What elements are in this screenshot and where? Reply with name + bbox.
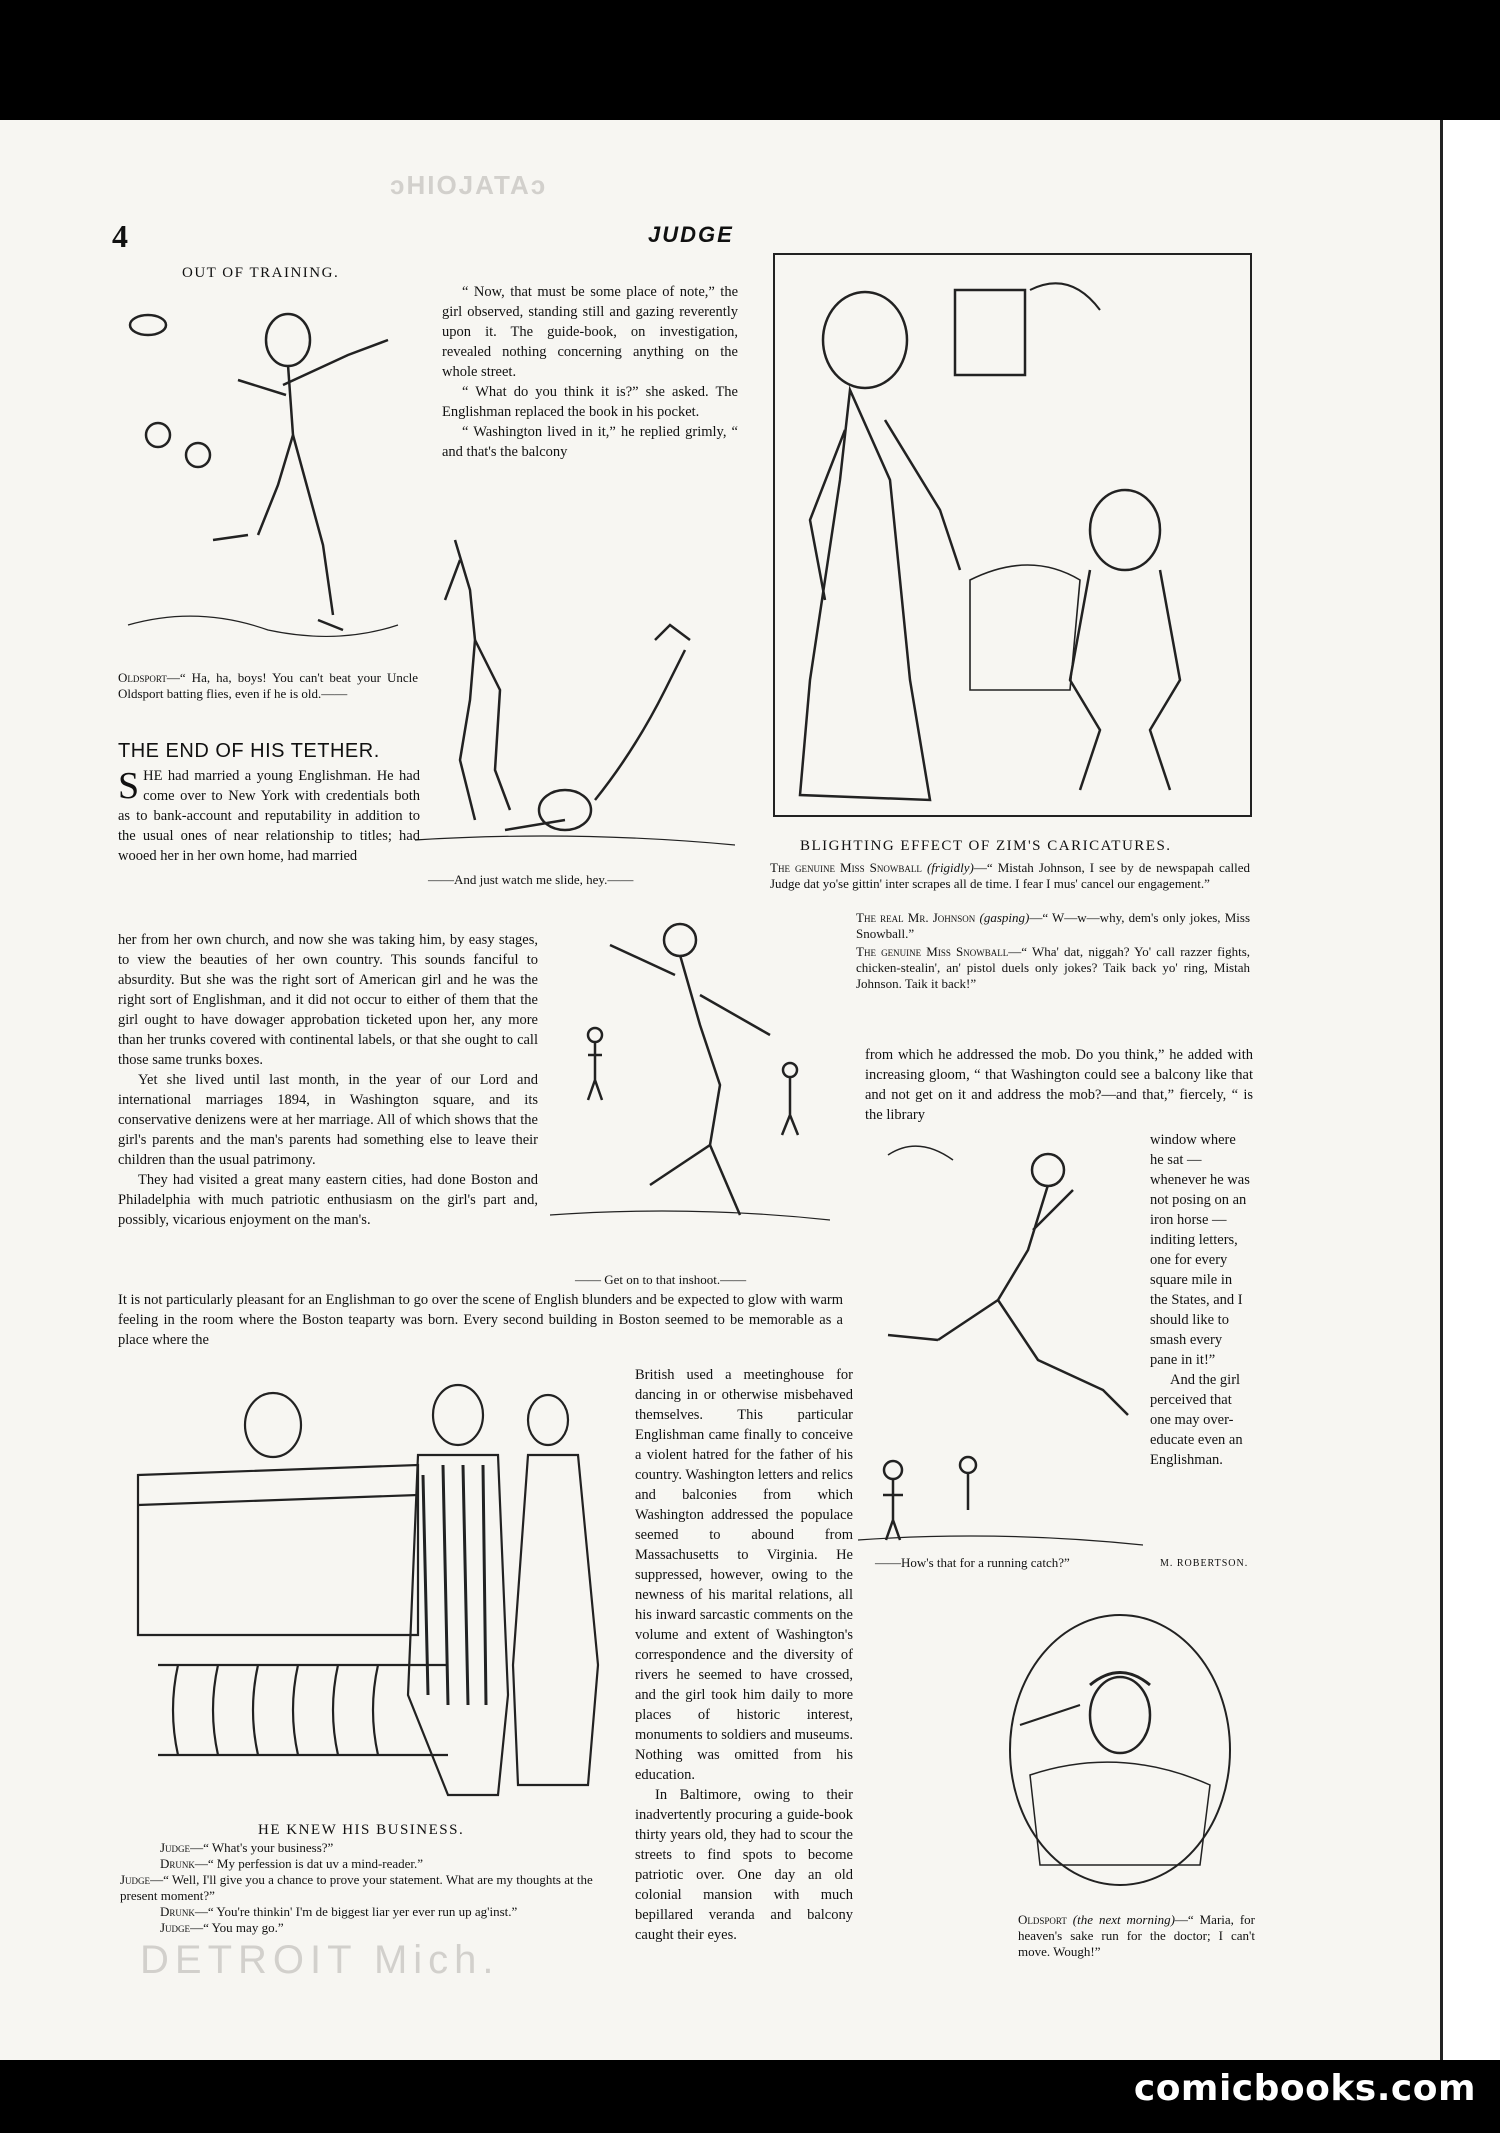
dialogue-line: Judge—“ Well, I'll give you a chance to prove your statement. What are my thoughts at the present moment?”: [120, 1872, 593, 1903]
bleed-through-stamp: ɔHIOJATAɔ: [390, 170, 548, 200]
story-opening: SHE had married a young Englishman. He had come over to New York with credentials both as to bank-account and reputability in addition to the usual ones of near relationship to titles; had wooed her in her own home, had married: [118, 765, 420, 864]
zim-caption-line-2: The real Mr. Johnson (gasping)—“ W—w—why, dem's only jokes, Miss Snowball.”: [856, 910, 1251, 941]
story-top-column: “ Now, that must be some place of note,” the girl observed, standing still and gazing reverently upon it. The guide-book, on investigation, revealed nothing concerning anything on the whole street. “ What do you think it is?” she asked. The Englishman replaced the book in his pocket. “ Washington lived in it,” he replied grimly, “ and that's the balcony: [442, 284, 738, 460]
page-number: 4: [112, 218, 128, 254]
judge-cartoon-title: HE KNEW HIS BUSINESS.: [258, 1822, 465, 1838]
next-morning-caption: Oldsport (the next morning)—“ Maria, for heaven's sake run for the doctor; I can't move. Wough!”: [1018, 1912, 1256, 1959]
running-catch-illustration: [858, 1140, 1143, 1550]
zim-cartoon-title: BLIGHTING EFFECT OF ZIM'S CARICATURES.: [800, 838, 1172, 854]
drop-cap: S: [118, 765, 140, 807]
magazine-title: JUDGE: [648, 222, 734, 247]
story-title: THE END OF HIS TETHER.: [118, 740, 380, 762]
site-watermark: comicbooks.com: [1133, 2068, 1476, 2109]
inshoot-caption: —— Get on to that inshoot.——: [575, 1272, 747, 1287]
story-column-2: British used a meetinghouse for dancing in or otherwise misbehaved themselves. This particular Englishman came finally to conceive a violent hatred for the father of his country. Washington letters and relics and balconies from which Washington addressed the populace seemed to abound from Massachusetts to Virginia. He suppressed, however, owing to the newness of his marital relations, all his inward sarcastic comments on the volume and extent of Washington's correspondence and the diversity of rivers he seemed to have crossed, and the girl took him daily to more places of historic interest, monuments to soldiers and museums. Nothing was omitted from his education. In Baltimore, owing to their inadvertently procuring a guide-book thirty years old, they had to scour the streets to find spots to become patriotic over. One day an old colonial mansion with much bepillared veranda and balcony caught their eyes.: [635, 1367, 853, 1943]
story-column-1: her from her own church, and now she was taking him, by easy stages, to view the beauties of her own country. This sounds fanciful to absurdity. But she was the right sort of American girl and he was the right sort of Englishman, and it did not occur to either of them that the girl ought to have dowager approbation ticketed upon her, any more than her trunks covered with continental labels, or that she ought to call those same trunks boxes. Yet she lived until last month, in the year of our Lord and international marriages 1894, in Washington square, and its conservative denizens were at her marriage. All of which shows that the girl's parents and the man's parents had something else to leave their children than the usual patrimony. They had visited a great many eastern cities, had done Boston and Philadelphia with much patriotic enthusiasm on the girl's part and, possibly, vicarious enjoyment on the man's.: [118, 932, 538, 1228]
dialogue-line: Drunk—“ My perfession is dat uv a mind-reader.”: [160, 1856, 424, 1871]
running-catch-caption: ——How's that for a running catch?”: [875, 1555, 1070, 1570]
out-of-training-caption: Oldsport—“ Ha, ha, boys! You can't beat your Uncle Oldsport batting flies, even if he is old.——: [118, 670, 418, 701]
out-of-training-title: OUT OF TRAINING.: [182, 265, 340, 281]
zim-caption-line-1: The genuine Miss Snowball (frigidly)—“ Mistah Johnson, I see by de newspapah called Judge dat yo'se gittin' inter scrapes all de time. I fear I mus' cancel our engagement.”: [770, 860, 1251, 891]
batter-illustration: [118, 285, 408, 655]
author-byline: M. ROBERTSON.: [1160, 1558, 1249, 1569]
story-column-3-narrow: window where he sat — whenever he was not posing on an iron horse — inditing letters, one for every square mile in the States, and I should like to smash every pane in it!” And the girl perceived that one may over-educate even an Englishman.: [1150, 1132, 1250, 1468]
dialogue-line: Drunk—“ You're thinkin' I'm de biggest liar yer ever run up ag'inst.”: [160, 1904, 518, 1919]
snowball-cartoon: [770, 250, 1255, 820]
zim-caption-line-3: The genuine Miss Snowball—“ Wha' dat, niggah? Yo' call razzer fights, chicken-stealin', an' pistol duels only jokes? Taik back yo' ring, Mistah Johnson. Taik it back!”: [856, 944, 1250, 991]
slide-illustration: [415, 530, 735, 860]
story-wide-run: It is not particularly pleasant for an Englishman to go over the scene of English blunders and be expected to glow with warm feeling in the room where the Boston teaparty was born. Every second building in Boston seemed to be memorable as a place where the: [118, 1292, 843, 1348]
bleed-through-library-stamp: DETROIT Mich.: [140, 1938, 500, 1982]
dialogue-line: Judge—“ You may go.”: [160, 1920, 284, 1935]
slide-caption: ——And just watch me slide, hey.——: [428, 872, 634, 887]
sick-in-bed-illustration: [1000, 1605, 1240, 1895]
inshoot-illustration: [550, 915, 830, 1235]
dialogue-line: Judge—“ What's your business?”: [160, 1840, 334, 1855]
next-page-edge: [1440, 120, 1500, 2060]
story-column-3: from which he addressed the mob. Do you think,” he added with increasing gloom, “ that Washington could see a balcony like that and not get on it and address the mob?—and that,” fiercely, “ is the library: [865, 1047, 1253, 1123]
courtroom-cartoon: [118, 1365, 618, 1815]
judge-dialogue: [120, 1840, 630, 1936]
